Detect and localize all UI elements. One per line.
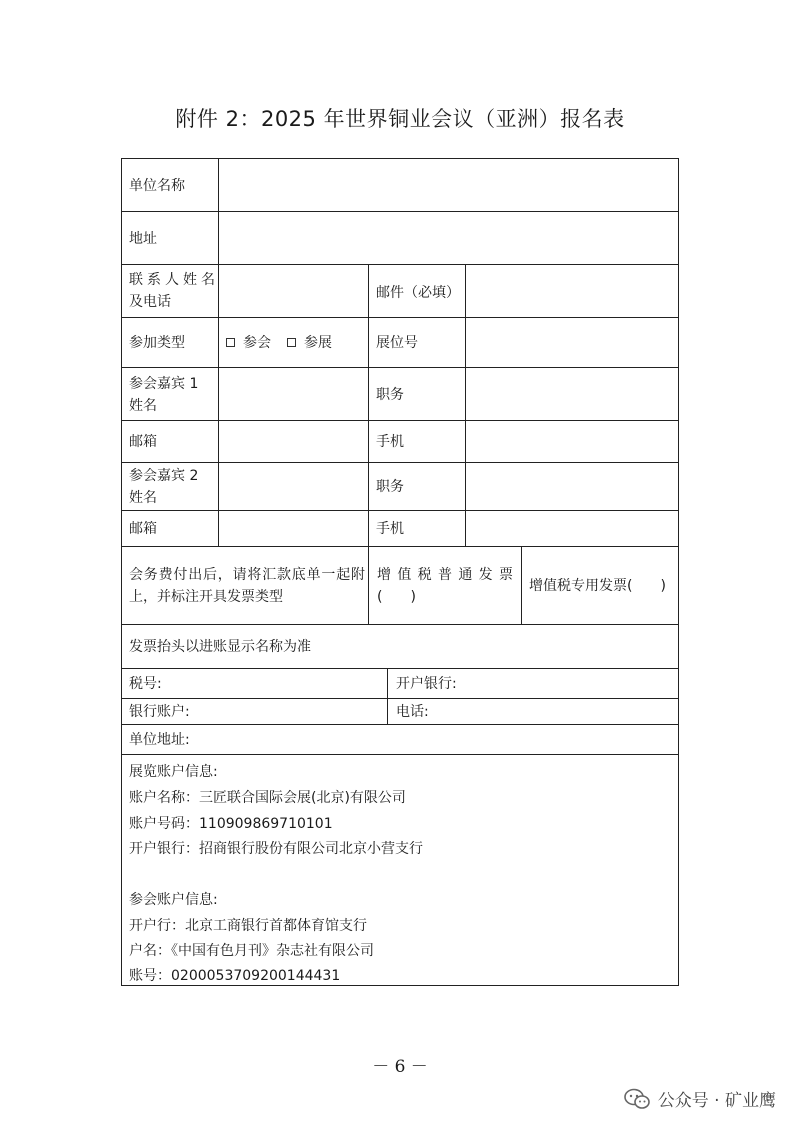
conference-option-label: 参会 bbox=[243, 335, 271, 351]
contact-field[interactable] bbox=[220, 266, 366, 316]
vat-special-option[interactable]: 增值税专用发票( ) bbox=[529, 577, 666, 594]
invoice-note-line2: 上，并标注开具发票类型 bbox=[129, 588, 283, 605]
conf-account-header: 参会账户信息: bbox=[129, 892, 218, 908]
exhibit-account-bank: 开户银行：招商银行股份有限公司北京小营支行 bbox=[129, 841, 423, 857]
guest2-label-line2: 姓名 bbox=[129, 490, 157, 506]
bank-account-label[interactable]: 银行账户: bbox=[129, 704, 190, 720]
conf-account-bank: 开户行：北京工商银行首都体育馆支行 bbox=[129, 918, 367, 934]
email2-label: 邮箱 bbox=[129, 521, 157, 537]
address-label: 地址 bbox=[129, 231, 157, 247]
mobile1-field[interactable] bbox=[467, 422, 677, 461]
watermark-text: 公众号 · 矿业鹰 bbox=[657, 1091, 776, 1111]
guest1-label bbox=[129, 368, 198, 421]
invoice-note-line1: 会务费付出后，请将汇款底单一起附 bbox=[129, 566, 365, 583]
guest2-label bbox=[129, 463, 198, 510]
vat-normal-line1: 增值税普通发票 bbox=[377, 566, 513, 583]
contact-label-line2: 及电话 bbox=[129, 293, 171, 310]
column-divider bbox=[368, 546, 369, 624]
registration-form bbox=[121, 158, 679, 986]
booth-no-field[interactable] bbox=[467, 319, 677, 366]
exhibition-checkbox[interactable] bbox=[287, 338, 296, 347]
conference-checkbox[interactable] bbox=[226, 338, 235, 347]
email2-field[interactable] bbox=[220, 512, 366, 545]
mobile1-label: 手机 bbox=[376, 434, 404, 450]
mobile2-label: 手机 bbox=[376, 521, 404, 537]
address-field[interactable] bbox=[220, 213, 677, 263]
table-border-left bbox=[121, 158, 122, 986]
participation-options bbox=[226, 318, 332, 368]
email1-field[interactable] bbox=[220, 422, 366, 461]
tax-no-label[interactable]: 税号: bbox=[129, 676, 162, 692]
participation-type-label: 参加类型 bbox=[129, 335, 185, 351]
column-divider bbox=[521, 546, 522, 624]
position2-field[interactable] bbox=[467, 464, 677, 509]
unit-name-field[interactable] bbox=[220, 160, 677, 210]
booth-no-label: 展位号 bbox=[376, 335, 418, 351]
vat-normal-line2: ( ) bbox=[377, 588, 416, 605]
bank-label[interactable]: 开户银行: bbox=[396, 676, 457, 692]
position2-label: 职务 bbox=[376, 478, 404, 495]
form-title: 附件 2：2025 年世界铜业会议（亚洲）报名表 bbox=[175, 107, 625, 131]
unit-address-label[interactable]: 单位地址: bbox=[129, 732, 190, 748]
email1-label: 邮箱 bbox=[129, 434, 157, 450]
position1-field[interactable] bbox=[467, 369, 677, 419]
exhibit-account-number: 账户号码：110909869710101 bbox=[129, 816, 333, 832]
email-required-label: 邮件（必填） bbox=[376, 284, 460, 301]
invoice-note bbox=[129, 547, 365, 624]
contact-label bbox=[129, 264, 215, 317]
column-divider bbox=[368, 264, 369, 546]
mobile2-field[interactable] bbox=[467, 512, 677, 545]
guest2-label-line1: 参会嘉宾 2 bbox=[129, 468, 199, 484]
conf-account-number: 账号：0200053709200144431 bbox=[129, 968, 341, 984]
page-number: － 6 － bbox=[372, 1057, 428, 1077]
conf-account-name: 户名：《中国有色月刊》杂志社有限公司 bbox=[129, 943, 374, 959]
guest1-label-line1: 参会嘉宾 1 bbox=[129, 375, 199, 392]
position1-label: 职务 bbox=[376, 386, 404, 403]
wechat-icon bbox=[624, 1088, 650, 1110]
contact-label-line1: 联系人姓名 bbox=[129, 271, 215, 288]
table-border-right bbox=[678, 158, 679, 986]
exhibit-account-name: 账户名称：三匠联合国际会展(北京)有限公司 bbox=[129, 790, 406, 806]
unit-name-label: 单位名称 bbox=[129, 178, 185, 194]
guest1-name-field[interactable] bbox=[220, 369, 366, 419]
watermark bbox=[624, 1086, 776, 1111]
account-info bbox=[129, 756, 669, 984]
exhibit-account-header: 展览账户信息: bbox=[129, 764, 218, 780]
table-border-bottom bbox=[121, 985, 679, 986]
vat-normal-option[interactable] bbox=[377, 547, 513, 624]
guest1-label-line2: 姓名 bbox=[129, 397, 157, 414]
exhibition-option-label: 参展 bbox=[304, 335, 332, 351]
phone-label[interactable]: 电话: bbox=[396, 704, 429, 720]
guest2-name-field[interactable] bbox=[220, 464, 366, 509]
email-required-field[interactable] bbox=[467, 266, 677, 316]
column-divider bbox=[387, 668, 388, 724]
invoice-title-note: 发票抬头以进账显示名称为准 bbox=[129, 639, 311, 655]
